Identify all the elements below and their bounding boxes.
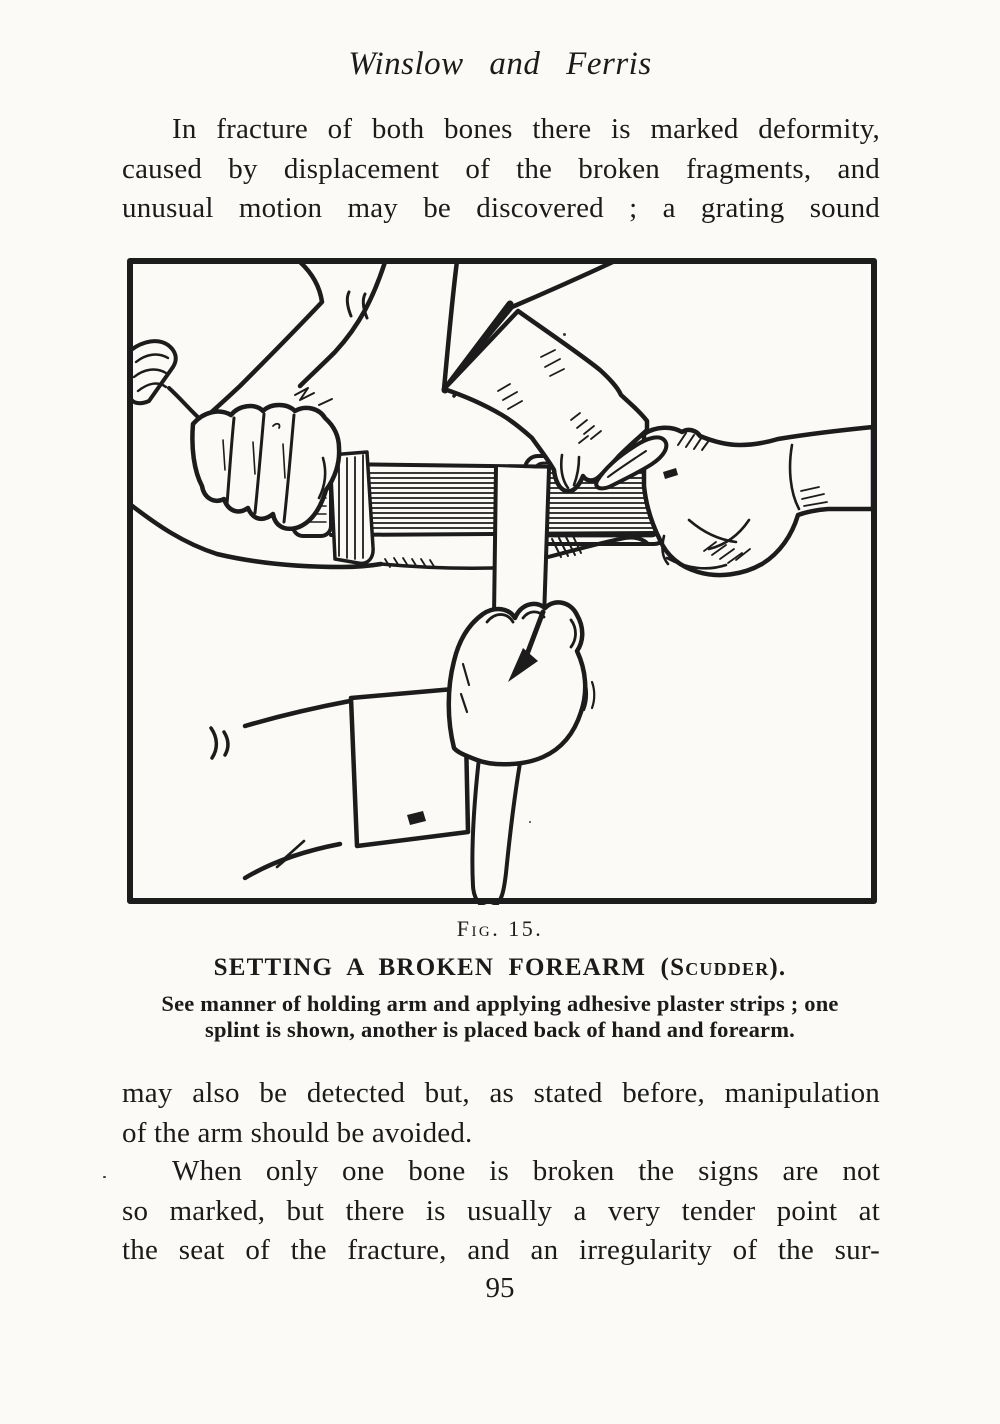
text-line: the seat of the fracture, and an irregularity of the sur-	[122, 1234, 880, 1266]
patient-hand-and-right-arm	[644, 427, 873, 575]
figure-caption-line: See manner of holding arm and applying adhesive plaster strips ; one	[161, 991, 839, 1016]
paragraph-1	[122, 110, 880, 229]
text-line: unusual motion may be discovered ; a grating sound	[122, 192, 880, 224]
text-line: In fracture of both bones there is marked deformity,	[172, 113, 880, 145]
scan-speck	[529, 821, 531, 823]
figure-illustration	[127, 258, 877, 905]
adhesive-strip-lower	[472, 758, 520, 905]
running-header: Winslow and Ferris	[348, 46, 652, 82]
text-line: may also be detected but, as stated before, manipulation	[122, 1077, 880, 1109]
text-line: When only one bone is broken the signs are not	[172, 1155, 880, 1187]
lower-assistant-arm	[211, 602, 594, 878]
paragraph-2	[122, 1074, 880, 1153]
figure-caption-line: splint is shown, another is placed back of hand and forearm.	[204, 1016, 796, 1042]
adhesive-strip-upper	[494, 467, 549, 618]
page-number: 95	[485, 1272, 515, 1304]
text-line: caused by displacement of the broken fragments, and	[122, 152, 880, 185]
paragraph-3	[122, 1152, 880, 1271]
text-line: of the arm should be avoided.	[122, 1116, 473, 1149]
scan-speck	[563, 333, 566, 336]
figure-label: Fig. 15.	[456, 916, 544, 941]
figure-caption	[100, 916, 900, 1042]
text-line: so marked, but there is usually a very tender point at	[122, 1194, 880, 1227]
patient-sleeve-band	[131, 341, 176, 403]
scan-speck	[103, 1176, 106, 1178]
upper-assistant-arm	[444, 261, 666, 491]
figure-title: SETTING A BROKEN FOREARM (Scudder).	[213, 954, 787, 981]
